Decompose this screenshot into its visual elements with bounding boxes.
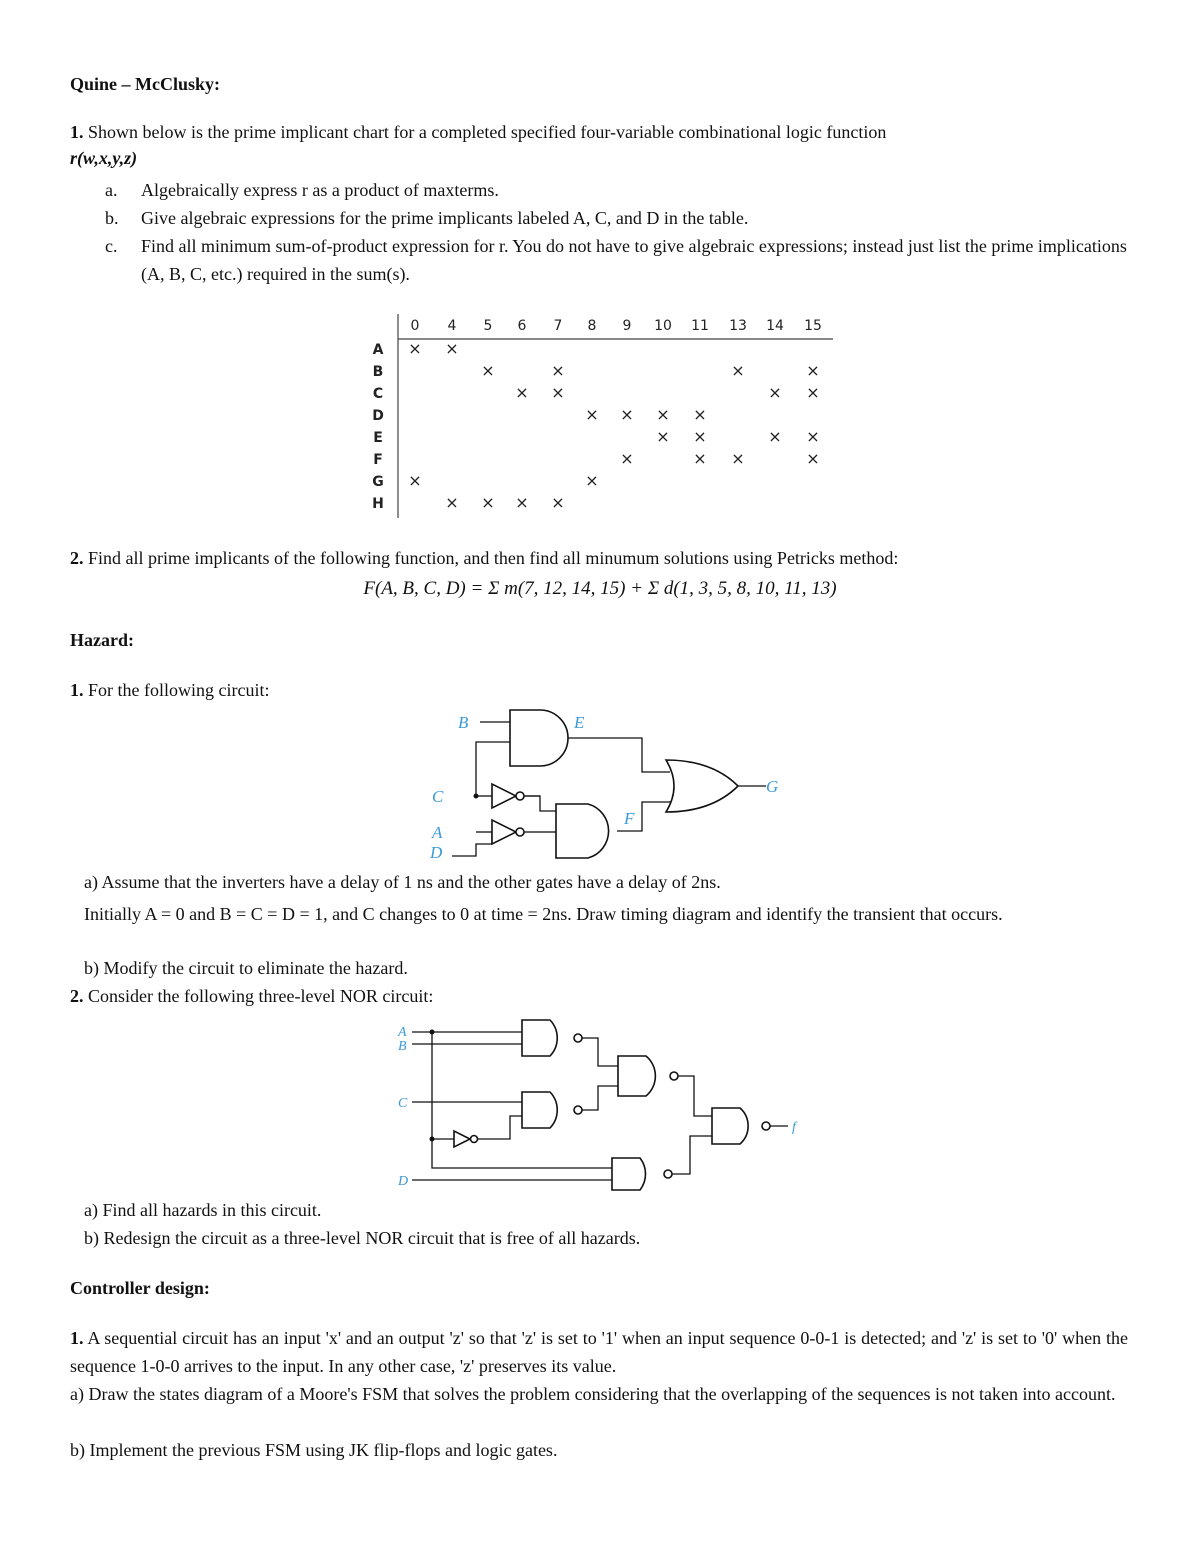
label-c: C xyxy=(432,787,444,806)
question-text: A sequential circuit has an input 'x' and an output 'z' so that 'z' is set to '1' when an input sequence 0-0-1 is detected; and 'z' is set to '0' when the sequence 1-0-0 arrives to the input. In any other case, 'z' preserves its value. xyxy=(70,1328,1129,1376)
question-text: Shown below is the prime implicant chart for a completed specified four-variable combinational logic function xyxy=(88,122,887,142)
chart-column-header: 9 xyxy=(622,318,632,334)
chart-mark: × xyxy=(620,405,634,424)
list-item xyxy=(105,232,1128,288)
chart-column-header: 14 xyxy=(766,318,784,334)
chart-mark: × xyxy=(656,405,670,424)
hazard-circuit-1 xyxy=(420,700,800,865)
chart-column-header: 10 xyxy=(654,318,672,334)
inverter xyxy=(492,784,516,808)
chart-mark: × xyxy=(693,427,707,446)
list-item-label: a. xyxy=(105,180,118,200)
chart-column-header: 8 xyxy=(587,318,597,334)
label-d: D xyxy=(398,1174,409,1189)
hazard-q1-part-a-details: Initially A = 0 and B = C = D = 1, and C changes to 0 at time = 2ns. Draw timing diagram and identify the transient that occurs. xyxy=(84,904,1003,924)
chart-row-label: F xyxy=(373,452,383,468)
nor-gate xyxy=(522,1020,557,1056)
section-heading-controller: Controller design: xyxy=(70,1278,210,1298)
chart-mark: × xyxy=(551,383,565,402)
chart-mark: × xyxy=(481,361,495,380)
chart-mark: × xyxy=(585,471,599,490)
chart-column-header: 13 xyxy=(729,318,747,334)
list-item-text: Find all minimum sum-of-product expression for r. You do not have to give algebraic expressions; instead just list the prime implications (A, B, C, etc.) required in the sum(s). xyxy=(141,236,1127,284)
list-item-label: b. xyxy=(105,208,119,228)
list-item-label: c. xyxy=(105,236,118,256)
chart-mark: × xyxy=(806,427,820,446)
label-a: A xyxy=(398,1025,407,1040)
nor-gate xyxy=(612,1158,646,1190)
label-g: G xyxy=(766,777,779,796)
inverter xyxy=(454,1131,470,1147)
list-item-text: Give algebraic expressions for the prime implicants labeled A, C, and D in the table. xyxy=(141,208,749,228)
label-b: B xyxy=(398,1039,407,1054)
chart-mark: × xyxy=(515,493,529,512)
chart-mark: × xyxy=(806,383,820,402)
section-heading-quine: Quine – McClusky: xyxy=(70,74,221,94)
function-name: r(w,x,y,z) xyxy=(70,148,138,168)
chart-mark: × xyxy=(551,361,565,380)
controller-question-1 xyxy=(70,1324,1128,1380)
chart-column-header: 6 xyxy=(517,318,527,334)
question-number: 1. xyxy=(70,122,84,142)
chart-mark: × xyxy=(693,449,707,468)
chart-column-header: 5 xyxy=(483,318,493,334)
chart-mark: × xyxy=(768,383,782,402)
chart-mark: × xyxy=(806,361,820,380)
chart-column-header: 7 xyxy=(553,318,563,334)
label-a: A xyxy=(432,823,443,842)
chart-row-label: C xyxy=(372,386,384,402)
chart-column-header: 4 xyxy=(447,318,457,334)
chart-mark: × xyxy=(445,493,459,512)
chart-mark: × xyxy=(481,493,495,512)
question-number: 2. xyxy=(70,548,84,568)
chart-row-label: B xyxy=(372,364,384,380)
chart-mark: × xyxy=(768,427,782,446)
label-b: B xyxy=(458,713,469,732)
hazard-question-2 xyxy=(70,986,433,1007)
chart-column-header: 0 xyxy=(410,318,420,334)
nor-gate xyxy=(522,1092,557,1128)
chart-mark: × xyxy=(408,339,422,358)
nor-gate xyxy=(712,1108,748,1144)
chart-row-label: E xyxy=(373,430,383,446)
controller-q1-part-b: b) Implement the previous FSM using JK flip-flops and logic gates. xyxy=(70,1440,558,1460)
controller-q1-part-a: a) Draw the states diagram of a Moore's FSM that solves the problem considering that the overlapping of the sequences is not taken into account. xyxy=(70,1384,1116,1404)
section-heading-hazard: Hazard: xyxy=(70,630,134,650)
question-text: Consider the following three-level NOR circuit: xyxy=(88,986,434,1006)
hazard-q1-part-a: a) Assume that the inverters have a delay of 1 ns and the other gates have a delay of 2ns. xyxy=(84,872,721,892)
question-number: 1. xyxy=(70,1328,84,1348)
nor-gate xyxy=(618,1056,655,1096)
chart-mark: × xyxy=(408,471,422,490)
chart-mark: × xyxy=(693,405,707,424)
quine-question-1 xyxy=(70,118,1128,146)
and-gate xyxy=(556,804,609,858)
inverter xyxy=(492,820,516,844)
prime-implicant-chart xyxy=(355,308,845,523)
quine-question-2 xyxy=(70,544,1128,572)
chart-column-header: 11 xyxy=(691,318,709,334)
chart-column-header: 15 xyxy=(804,318,822,334)
hazard-q2-part-b: b) Redesign the circuit as a three-level NOR circuit that is free of all hazards. xyxy=(84,1228,641,1248)
or-gate xyxy=(666,760,738,812)
question-text: Find all prime implicants of the following function, and then find all minumum solutions using Petricks method: xyxy=(88,548,899,568)
label-d: D xyxy=(430,843,443,862)
hazard-q1-part-b: b) Modify the circuit to eliminate the hazard. xyxy=(84,958,408,978)
equation: F(A, B, C, D) = Σ m(7, 12, 14, 15) + Σ d(1, 3, 5, 8, 10, 11, 13) xyxy=(363,578,837,599)
list-item-text: Algebraically express r as a product of maxterms. xyxy=(141,180,499,200)
chart-mark: × xyxy=(731,449,745,468)
label-c: C xyxy=(398,1096,408,1111)
chart-mark: × xyxy=(515,383,529,402)
question-text: For the following circuit: xyxy=(88,680,270,700)
label-f: f xyxy=(792,1120,796,1135)
chart-mark: × xyxy=(551,493,565,512)
label-f: F xyxy=(624,809,635,828)
hazard-circuit-2 xyxy=(390,1012,820,1194)
question-number: 1. xyxy=(70,680,84,700)
chart-mark: × xyxy=(731,361,745,380)
question-number: 2. xyxy=(70,986,84,1006)
hazard-q2-part-a: a) Find all hazards in this circuit. xyxy=(84,1200,322,1220)
chart-mark: × xyxy=(806,449,820,468)
chart-mark: × xyxy=(620,449,634,468)
chart-mark: × xyxy=(445,339,459,358)
chart-row-label: H xyxy=(372,496,384,512)
chart-mark: × xyxy=(585,405,599,424)
chart-row-label: D xyxy=(372,408,384,424)
chart-row-label: G xyxy=(372,474,384,490)
chart-mark: × xyxy=(656,427,670,446)
label-e: E xyxy=(574,713,585,732)
chart-row-label: A xyxy=(372,342,384,358)
and-gate xyxy=(510,710,568,766)
